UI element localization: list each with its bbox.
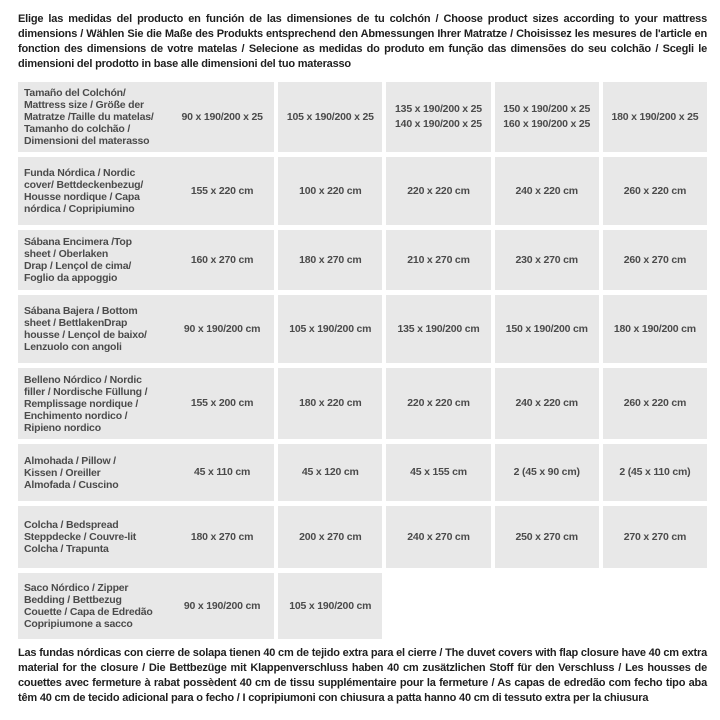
table-row — [18, 573, 707, 639]
size-cell: 90 x 190/200 cm — [170, 573, 274, 639]
table-row — [18, 444, 707, 501]
size-cell: 105 x 190/200 cm — [278, 295, 382, 363]
size-cell: 270 x 270 cm — [603, 506, 707, 568]
size-cell: 240 x 220 cm — [495, 368, 599, 439]
size-cell: 250 x 270 cm — [495, 506, 599, 568]
size-cell: 90 x 190/200 x 25 — [170, 82, 274, 152]
row-label: Colcha / Bedspread Steppdecke / Couvre-lit Colcha / Trapunta — [18, 506, 170, 568]
row-label: Tamaño del Colchón/ Mattress size / Größe der Matratze /Taille du matelas/ Tamanho do colchão / Dimensioni del materasso — [18, 82, 170, 152]
size-cell: 220 x 220 cm — [386, 157, 490, 225]
table-row — [18, 368, 707, 439]
size-cell: 2 (45 x 110 cm) — [603, 444, 707, 501]
table-row — [18, 230, 707, 290]
size-cell: 260 x 220 cm — [603, 157, 707, 225]
size-cell: 90 x 190/200 cm — [170, 295, 274, 363]
size-cell: 45 x 155 cm — [386, 444, 490, 501]
size-cell: 45 x 110 cm — [170, 444, 274, 501]
size-cell: 100 x 220 cm — [278, 157, 382, 225]
size-cell: 135 x 190/200 cm — [386, 295, 490, 363]
row-label: Belleno Nórdico / Nordic filler / Nordische Füllung / Remplissage nordique / Enchimento nordico / Ripieno nordico — [18, 368, 170, 439]
row-label: Sábana Encimera /Top sheet / Oberlaken Drap / Lençol de cima/ Foglio da appoggio — [18, 230, 170, 290]
size-cell: 135 x 190/200 x 25 140 x 190/200 x 25 — [386, 82, 490, 152]
size-table — [18, 82, 707, 639]
size-cell: 105 x 190/200 cm — [278, 573, 382, 639]
size-cell — [495, 573, 599, 639]
row-label: Funda Nórdica / Nordic cover/ Bettdeckenbezug/ Housse nordique / Capa nórdica / Copripiumino — [18, 157, 170, 225]
size-cell: 150 x 190/200 cm — [495, 295, 599, 363]
size-cell: 180 x 190/200 x 25 — [603, 82, 707, 152]
size-cell: 260 x 270 cm — [603, 230, 707, 290]
size-cell: 200 x 270 cm — [278, 506, 382, 568]
size-cell: 180 x 220 cm — [278, 368, 382, 439]
size-cell: 45 x 120 cm — [278, 444, 382, 501]
table-row — [18, 82, 707, 152]
size-cell: 220 x 220 cm — [386, 368, 490, 439]
table-row — [18, 295, 707, 363]
size-cell: 230 x 270 cm — [495, 230, 599, 290]
size-cell: 155 x 200 cm — [170, 368, 274, 439]
size-cell: 240 x 270 cm — [386, 506, 490, 568]
table-row — [18, 506, 707, 568]
row-label: Sábana Bajera / Bottom sheet / BettlakenDrap housse / Lençol de baixo/ Lenzuolo con angoli — [18, 295, 170, 363]
size-cell: 180 x 270 cm — [170, 506, 274, 568]
page-intro: Elige las medidas del producto en función de las dimensiones de tu colchón / Choose product sizes according to your mattress dimensions / Wählen Sie die Maße des Produkts entsprechend den Abmessungen Ihrer Matratze / Choisissez les mesures de l'article en fonction des dimensions de votre matelas / Selecione as medidas do produto em função das dimensões do seu colchão / Scegli le dimensioni del prodotto in base alle dimensioni del tuo materasso — [18, 13, 707, 70]
page-footnote: Las fundas nórdicas con cierre de solapa tienen 40 cm de tejido extra para el cierre / The duvet covers with flap closure have 40 cm extra material for the closure / Die Bettbezüge mit Klappenverschluss haben 40 cm zusätzlichen Stoff für den Verschluss / Les housses de couettes avec fermeture à rabat possèdent 40 cm de tissu supplémentaire pour la fermeture / As capas de edredão com fecho tipo aba têm 40 cm de tecido adicional para o fecho / I copripiumoni con chiusura a patta hanno 40 cm di tessuto extra per la chiusura — [18, 647, 707, 704]
size-cell: 150 x 190/200 x 25 160 x 190/200 x 25 — [495, 82, 599, 152]
size-cell — [603, 573, 707, 639]
size-cell: 240 x 220 cm — [495, 157, 599, 225]
size-cell: 180 x 190/200 cm — [603, 295, 707, 363]
size-cell: 210 x 270 cm — [386, 230, 490, 290]
size-cell: 2 (45 x 90 cm) — [495, 444, 599, 501]
row-label: Saco Nórdico / Zipper Bedding / Bettbezug Couette / Capa de Edredão Copripiumone a sacco — [18, 573, 170, 639]
size-cell: 160 x 270 cm — [170, 230, 274, 290]
size-cell: 180 x 270 cm — [278, 230, 382, 290]
size-cell — [386, 573, 490, 639]
size-cell: 260 x 220 cm — [603, 368, 707, 439]
row-label: Almohada / Pillow / Kissen / Oreiller Almofada / Cuscino — [18, 444, 170, 501]
size-cell: 155 x 220 cm — [170, 157, 274, 225]
size-cell: 105 x 190/200 x 25 — [278, 82, 382, 152]
table-row — [18, 157, 707, 225]
